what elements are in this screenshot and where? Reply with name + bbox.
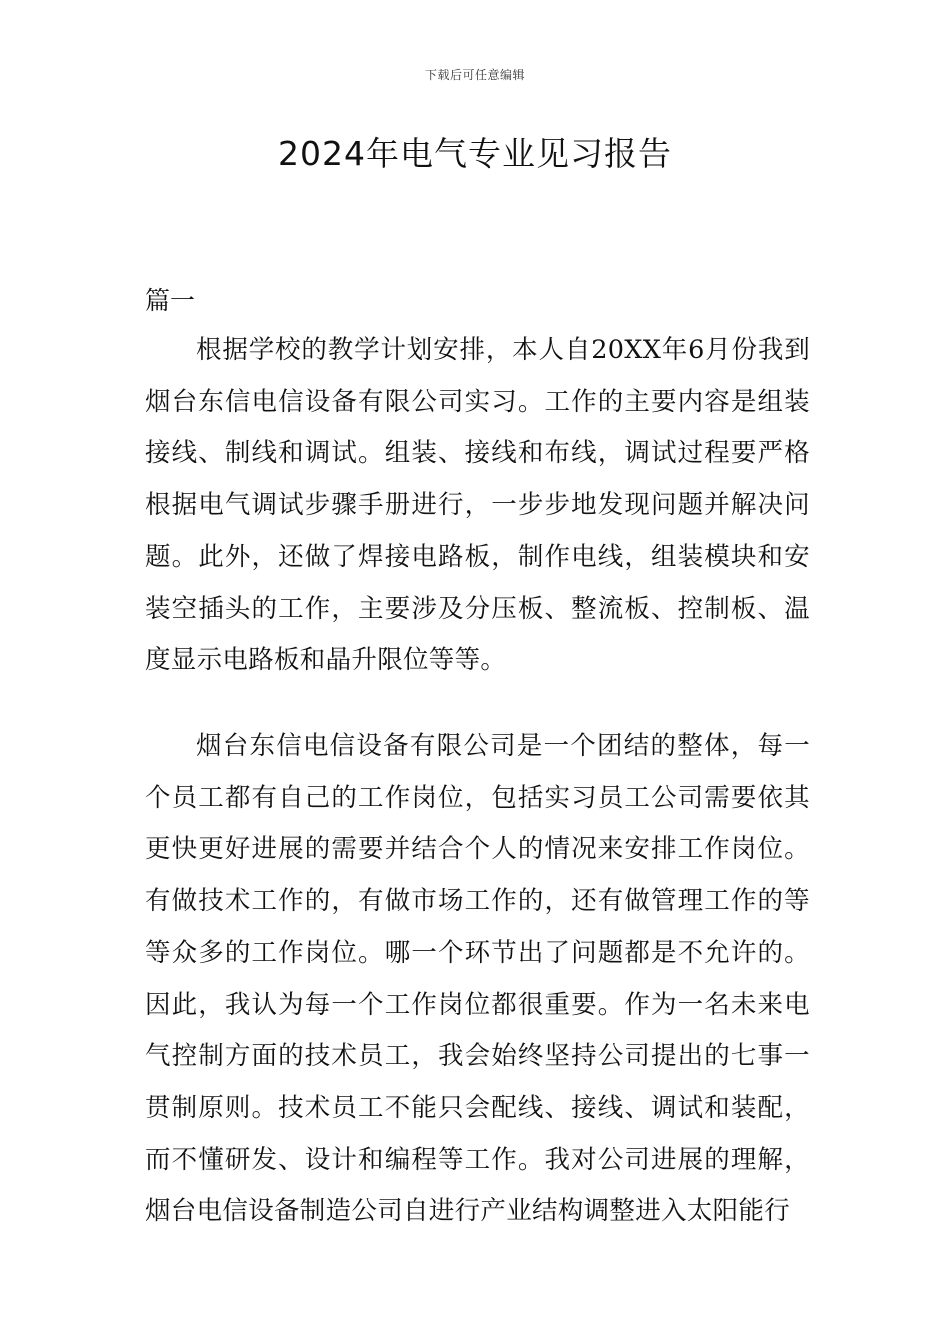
header-note: 下载后可任意编辑 bbox=[424, 68, 525, 82]
document-title: 2024年电气专业见习报告 bbox=[278, 134, 672, 173]
section-label: 篇一 bbox=[145, 286, 196, 315]
body-paragraph: 根据学校的教学计划安排，本人自20XX年6月份我到烟台东信电信设备有限公司实习。工作的主要内容是组装接线、制线和调试。组装、接线和布线，调试过程要严格根据电气调试步骤手册进行，一步步地发现问题并解决问题。此外，还做了焊接电路板，制作电线，组装模块和安装空插头的工作，主要涉及分压板、整流板、控制板、温度显示电路板和晶升限位等等。 bbox=[145, 335, 810, 676]
body-paragraph: 烟台东信电信设备有限公司是一个团结的整体，每一个员工都有自己的工作岗位，包括实习员工公司需要依其更快更好进展的需要并结合个人的情况来安排工作岗位。有做技术工作的，有做市场工作的，还有做管理工作的等等众多的工作岗位。哪一个环节出了问题都是不允许的。因此，我认为每一个工作岗位都很重要。作为一名未来电气控制方面的技术员工，我会始终坚持公司提出的七事一贯制原则。技术员工不能只会配线、接线、调试和装配，而不懂研发、设计和编程等工作。我对公司进展的理解，烟台电信设备制造公司自进行产业结构调整进入太阳能行 bbox=[145, 731, 810, 1227]
